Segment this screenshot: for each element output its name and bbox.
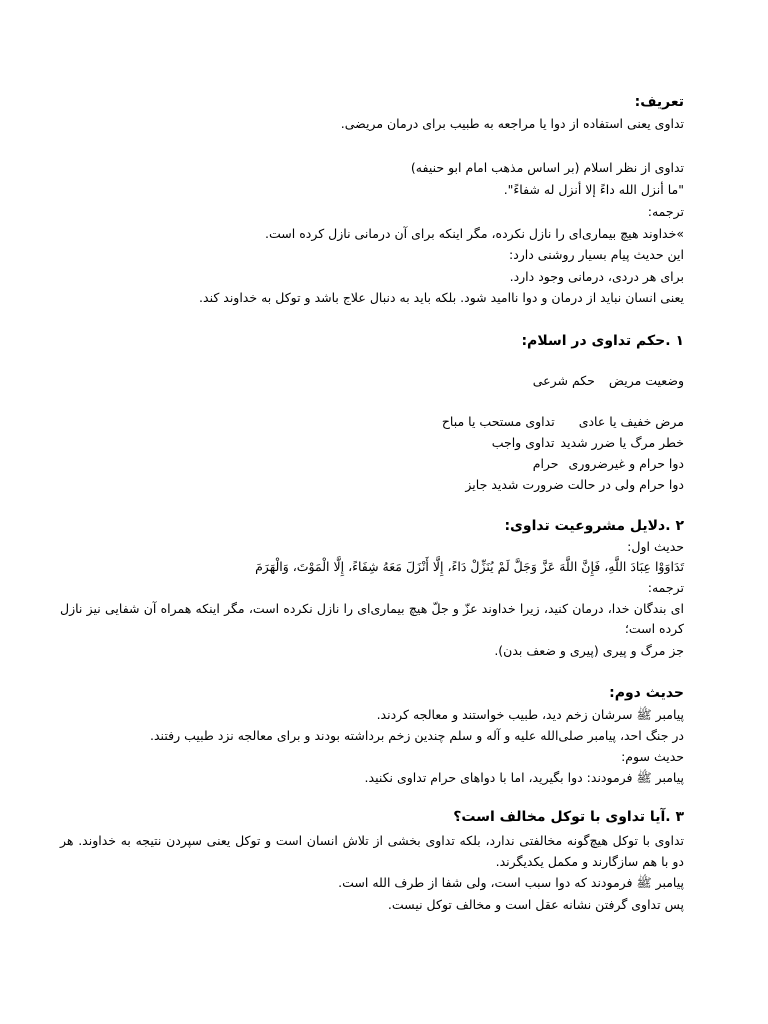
hadith-quote: "ما أنزل الله داءً إلا أنزل له شفاءً". <box>503 182 684 197</box>
message-intro: این حدیث پیام بسیار روشنی دارد: <box>508 247 684 262</box>
hadith2-line: پیامبر ﷺ سرشان زخم دید، طبیب خواستند و معالجه کردند. <box>376 707 684 722</box>
section3-line: پس تداوی گرفتن نشانه عقل است و مخالف توکل نیست. <box>387 897 684 912</box>
row-status: مرض خفیف یا عادی <box>578 414 684 429</box>
point-one: برای هر دردی، درمانی وجود دارد. <box>509 269 684 284</box>
ruling-table-header <box>60 372 684 390</box>
section2-heading: ۲ .دلایل مشروعیت تداوی: <box>504 518 684 534</box>
row-ruling: تداوی مستحب یا مباح <box>441 414 555 429</box>
definition-text: تداوی یعنی استفاده از دوا یا مراجعه به طبیب برای درمان مریضی. <box>340 116 684 131</box>
hadith3-text: پیامبر ﷺ فرمودند: دوا بگیرید، اما با دواهای حرام تداوی نکنید. <box>364 770 684 785</box>
ruling-table-row <box>60 455 684 473</box>
row-ruling: تداوی واجب <box>491 435 555 450</box>
intro-line: تداوی از نظر اسلام (بر اساس مذهب امام ابو حنیفه) <box>410 160 684 175</box>
section3-paragraph: تداوی با توکل هیچ‌گونه مخالفتی ندارد، بلکه تداوی بخشی از تلاش انسان است و توکل یعنی سپردن نتیجه به خداوند. هر دو با هم سازگارند و مکمل یکدیگرند. <box>60 833 684 869</box>
ruling-table-row <box>60 476 684 494</box>
point-two: یعنی انسان نباید از درمان و دوا ناامید شود. بلکه باید به دنبال علاج باشد و توکل به خداوند کند. <box>199 290 684 305</box>
hadith1-arabic: تَدَاوَوْا عِبَادَ اللَّهِ، فَإِنَّ اللَّهَ عَزَّ وَجَلَّ لَمْ يُنَزِّلْ دَاءً، إِلَّا أَنْزَلَ مَعَهُ شِفَاءً، إِلَّا الْمَوْتَ، وَالْهَرَمَ <box>255 559 684 574</box>
hadith2-heading: حدیث دوم: <box>609 685 684 701</box>
row-ruling: جایز <box>465 477 488 492</box>
section3-line: پیامبر ﷺ فرمودند که دوا سبب است، ولی شفا از طرف الله است. <box>338 875 684 890</box>
translation-label: ترجمه: <box>647 580 684 595</box>
row-status: دوا حرام ولی در حالت ضرورت شدید <box>491 477 684 492</box>
hadith1-exception: جز مرگ و پیری (پیری و ضعف بدن). <box>494 643 684 658</box>
hadith3-label: حدیث سوم: <box>621 749 684 764</box>
header-col-ruling: حکم شرعی <box>532 373 595 388</box>
section1-heading: ۱ .حکم تداوی در اسلام: <box>521 333 684 349</box>
hadith1-translation: ای بندگان خدا، درمان کنید، زیرا خداوند عزّ و جلّ هیچ بیماری‌ای را نازل نکرده است، مگر اینکه همراه آن شفایی نیز نازل کرده است؛ <box>60 601 684 636</box>
row-ruling: حرام <box>532 456 559 471</box>
row-status: خطر مرگ یا ضرر شدید <box>560 435 684 450</box>
hadith1-label: حدیث اول: <box>627 539 684 554</box>
ruling-table-row <box>60 434 684 452</box>
section3-heading: ۳ .آیا تداوی با توکل مخالف است؟ <box>453 809 684 825</box>
translation-text: »خداوند هیچ بیماری‌ای را نازل نکرده، مگر اینکه برای آن درمانی نازل کرده است. <box>265 226 684 241</box>
translation-label: ترجمه: <box>647 204 684 219</box>
row-status: دوا حرام و غیرضروری <box>568 456 684 471</box>
ruling-table-row <box>60 413 684 431</box>
hadith2-line: در جنگ احد، پیامبر صلی‌الله علیه و آله و سلم چندین زخم برداشته بودند و برای معالجه نزد طبیب رفتند. <box>150 728 684 743</box>
header-col-status: وضعیت مریض <box>608 373 684 388</box>
definition-heading: تعریف: <box>634 94 684 110</box>
